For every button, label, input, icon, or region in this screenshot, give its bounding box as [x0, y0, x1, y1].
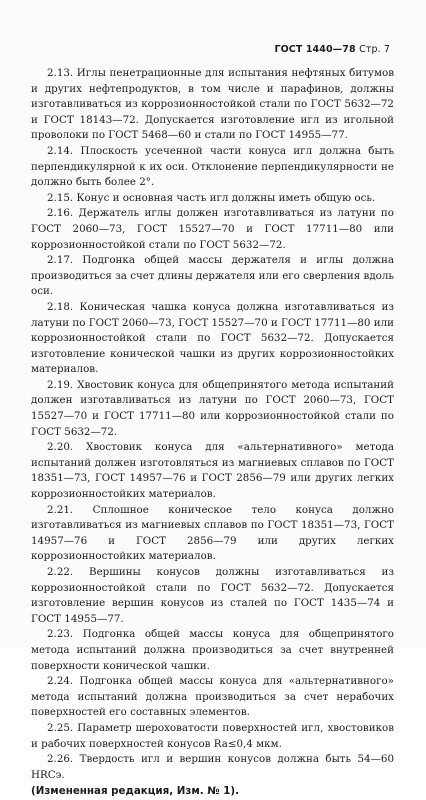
clause-2-24: 2.24. Подгонка общей массы конуса для «альтернативного» метода испытаний должна производиться за счет нерабочих поверхностей его составных элементов. — [31, 675, 394, 719]
clause-2-18: 2.18. Коническая чашка конуса должна изготавливаться из латуни по ГОСТ 2060—73, ГОСТ 15527—70 и ГОСТ 17711—80 или коррозионностойкой стали по ГОСТ 5632—72. Допускается изготовление конической чашки из других коррозионностойких материалов. — [31, 300, 395, 376]
clause-2-22: 2.22. Вершины конусов должны изготавливаться из коррозионностойкой стали по ГОСТ 5632—72. Допускается изготовление вершин конусов из сталей по ГОСТ 1435—74 и ГОСТ 14955—77. — [31, 566, 394, 625]
page-header — [274, 44, 390, 55]
clause-2-14: 2.14. Плоскость усеченной части конуса игл должна быть перпендикулярной к их оси. Отклонение перпендикулярности не должно быть более 2°. — [31, 144, 394, 189]
page-number: Стр. 7 — [359, 44, 390, 55]
clause-2-15: 2.15. Конус и основная часть игл должны иметь общую ось. — [47, 191, 376, 204]
amendment-note: (Измененная редакция, Изм. № 1). — [31, 785, 240, 798]
clause-2-21: 2.21. Сплошное коническое тело конуса должно изготавливаться из магниевых сплавов по ГОСТ 18351—73, ГОСТ 14957—76 и ГОСТ 2856—79 или других легких коррозионностойких материалов. — [31, 503, 394, 563]
clause-2-17: 2.17. Подгонка общей массы держателя и иглы должна производиться за счет длины держателя или его сверления вдоль оси. — [31, 254, 395, 298]
clause-2-19: 2.19. Хвостовик конуса для общепринятого метода испытаний должен изготавливаться из латуни по ГОСТ 2060—73, ГОСТ 15527—70 и ГОСТ 17711—80 или коррозионностойкой стали по ГОСТ 5632—72. — [31, 378, 394, 438]
clause-2-25: 2.25. Параметр шероховатости поверхностей игл, хвостовиков и рабочих поверхностей конусов Ra≤0,4 мкм. — [31, 721, 394, 750]
clause-2-13: 2.13. Иглы пенетрационные для испытания нефтяных битумов и других нефтепродуктов, в том числе и парафинов, должны изготавливаться из коррозионностойкой стали по ГОСТ 5632—72 и ГОСТ 18143—72. Допускается изготовление игл из игольной проволоки по ГОСТ 5468—60 и стали по ГОСТ 14955—77. — [31, 67, 394, 142]
clause-2-23: 2.23. Подгонка общей массы конуса для общепринятого метода испытаний должна производиться за счет внутренней поверхности конической чашки. — [31, 628, 394, 672]
clause-2-16: 2.16. Держатель иглы должен изготавливаться из латуни по ГОСТ 2060—73, ГОСТ 15527—70 и ГОСТ 17711—80 или коррозионностойкой стали по ГОСТ 5632—72. — [31, 207, 394, 251]
standard-number: ГОСТ 1440—78 — [274, 44, 356, 55]
clause-2-20: 2.20. Хвостовик конуса для «альтернативного» метода испытаний должен изготовляться из магниевых сплавов по ГОСТ 18351—73, ГОСТ 14957—76 и ГОСТ 2856—79 или других легких коррозионностойких материалов. — [31, 441, 394, 501]
document-body — [31, 66, 394, 800]
clause-2-26: 2.26. Твердость игл и вершин конусов должна быть 54—60 HRCэ. — [31, 753, 394, 781]
